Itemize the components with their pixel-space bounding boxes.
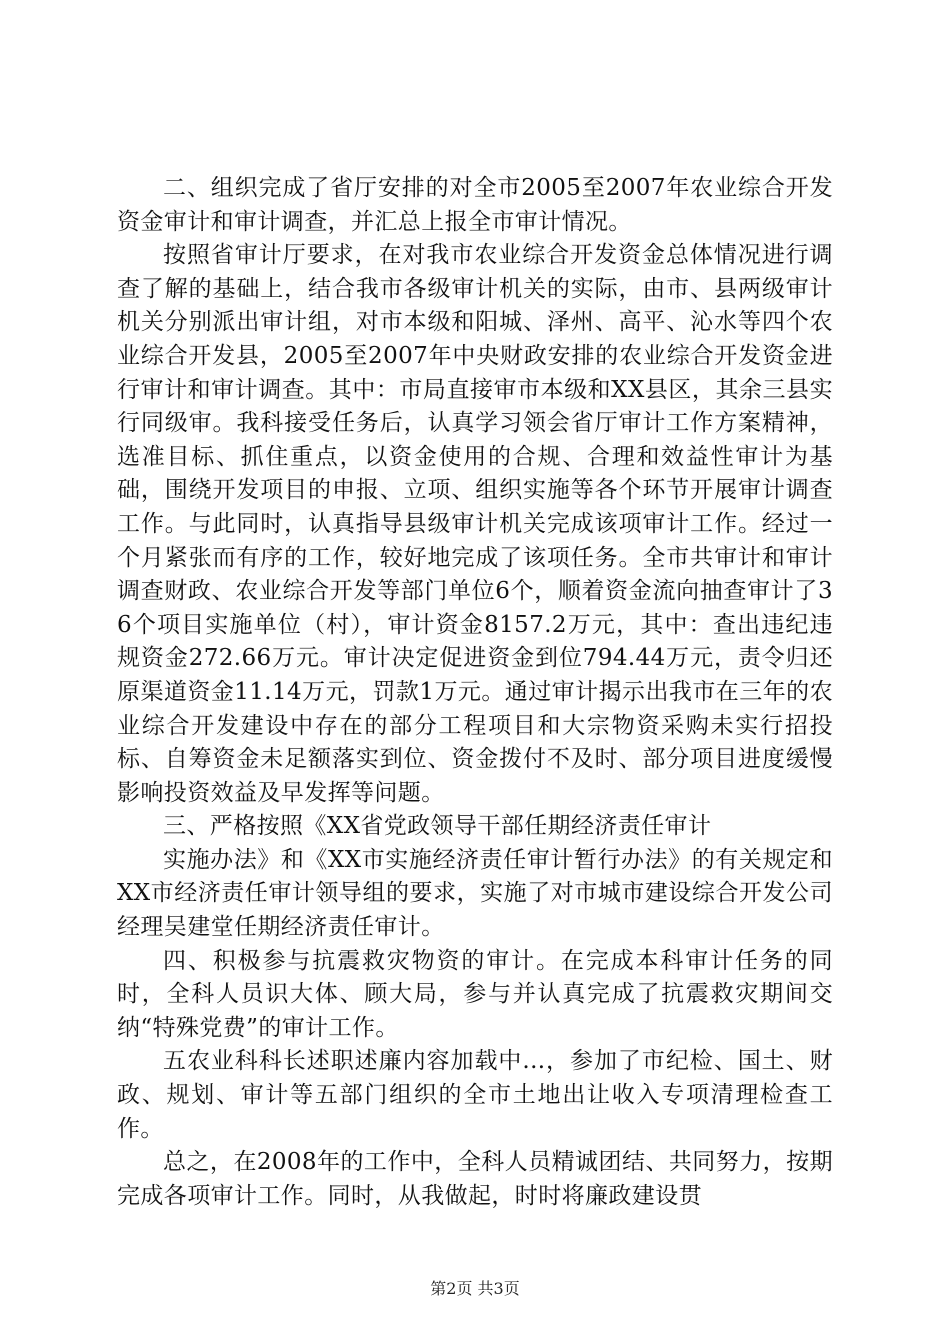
document-body [117, 172, 833, 1213]
paragraph-agricultural-audit: 按照省审计厅要求，在对我市农业综合开发资金总体情况进行调查了解的基础上，结合我市各级审计机关的实际，由市、县两级审计机关分别派出审计组，对市本级和阳城、泽州、高平、沁水等四个农业综合开发县，2005至2007年中央财政安排的农业综合开发资金进行审计和审计调查。其中：市局直接审市本级和XX县区，其余三县实行同级审。我科接受任务后，认真学习领会省厅审计工作方案精神，选准目标、抓住重点，以资金使用的合规、合理和效益性审计为基础，围绕开发项目的申报、立项、组织实施等各个环节开展审计调查工作。与此同时，认真指导县级审计机关完成该项审计工作。经过一个月紧张而有序的工作，较好地完成了该项任务。全市共审计和审计调查财政、农业综合开发等部门单位6个，顺着资金流向抽查审计了36个项目实施单位（村），审计资金8157.2万元，其中：查出违纪违规资金272.66万元。审计决定促进资金到位794.44万元，责令归还原渠道资金11.14万元，罚款1万元。通过审计揭示出我市在三年的农业综合开发建设中存在的部分工程项目和大宗物资采购未实行招投标、自筹资金未足额落实到位、资金拨付不及时、部分项目进度缓慢影响投资效益及早发挥等问题。 [117, 242, 833, 806]
paragraph-item-3: 三、严格按照《XX省党政领导干部任期经济责任审计 [163, 813, 712, 840]
paragraph-item-4: 四、积极参与抗震救灾物资的审计。在完成本科审计任务的同时，全科人员识大体、顾大局，参与并认真完成了抗震救灾期间交纳“特殊党费”的审计工作。 [117, 947, 833, 1041]
paragraph-item-5: 五农业科科长述职述廉内容加载中...，参加了市纪检、国土、财政、规划、审计等五部门组织的全市土地出让收入专项清理检查工作。 [117, 1048, 833, 1142]
paragraph-item-2: 二、组织完成了省厅安排的对全市2005至2007年农业综合开发资金审计和审计调查，并汇总上报全市审计情况。 [117, 175, 833, 235]
page-number-footer: 第2页 共3页 [430, 1279, 520, 1298]
paragraph-summary: 总之，在2008年的工作中，全科人员精诚团结、共同努力，按期完成各项审计工作。同时，从我做起，时时将廉政建设贯 [117, 1149, 833, 1209]
paragraph-economic-responsibility: 实施办法》和《XX市实施经济责任审计暂行办法》的有关规定和XX市经济责任审计领导组的要求，实施了对市城市建设综合开发公司经理吴建堂任期经济责任审计。 [117, 846, 833, 941]
